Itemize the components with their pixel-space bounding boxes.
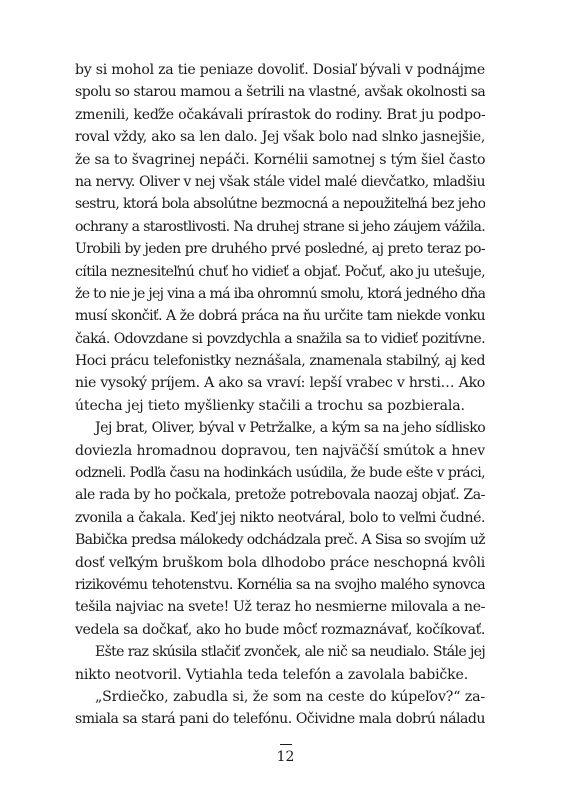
text-line: Ešte raz skúsila stlačiť zvonček, ale nič sa neudialo. Stále jej [95,644,485,661]
text-line: odzneli. Podľa času na hodinkách usúdila, že bude ešte v práci, [75,465,485,482]
text-line: dosť veľkým bruškom bola dlhodobo práce neschopná kvôli [75,554,485,571]
body-text [75,59,485,731]
page-footer [0,744,571,766]
text-line: Hoci prácu telefonistky neznášala, znamenala stabilný, aj keď [75,353,485,370]
text-line: doviezla hromadnou dopravou, ten najväčší smútok a hnev [75,442,485,459]
text-line: „Srdiečko, zabudla si, že som na ceste do kúpeľov?“ za- [95,688,485,705]
text-line: že sa to švagrinej nepáči. Kornélii samotnej s tým šiel často [75,151,485,168]
page-number-rule [280,744,292,745]
text-line: na nervy. Oliver v nej však stále videl malé dievčatko, mladšiu [75,173,485,190]
text-line: nikto neotvoril. Vytiahla teda telefón a zavolala babičke. [75,666,469,683]
text-line: nie vysoký príjem. A ako sa vraví: lepší vrabec v hrsti… Ako [75,375,485,392]
text-line: zmenili, keďže očakávali prírastok do rodiny. Brat ju podpo- [75,106,485,123]
text-line: Jej brat, Oliver, býval v Petržalke, a kým sa na jeho sídlisko [95,420,485,437]
text-line: Babička predsa málokedy odchádzala preč. A Sisa so svojím už [75,532,485,549]
text-line: by si mohol za tie peniaze dovoliť. Dosiaľ bývali v podnájme [75,62,485,78]
text-line: roval vždy, ako sa len dalo. Jej však bolo nad slnko jasnejšie, [75,129,485,146]
text-line: spolu so starou mamou a šetrili na vlastné, avšak okolnosti sa [75,84,485,101]
text-line: čaká. Odovzdane si povzdychla a snažila sa to vidieť pozitívne. [75,330,485,347]
text-line: tešila najviac na svete! Už teraz ho nesmierne milovala a ne- [75,599,485,616]
text-line: smiala sa stará pani do telefónu. Očividne mala dobrú náladu [75,711,485,728]
page-number: 12 [276,749,295,765]
text-line: musí skončiť. A že dobrá práca na ňu určite tam niekde vonku [75,308,485,325]
text-line: rizikovému tehotenstvu. Kornélia sa na svojho malého synovca [75,576,485,593]
text-line: zvonila a čakala. Keď jej nikto neotváral, bolo to veľmi čudné. [75,509,485,526]
text-line: sestru, ktorá bola absolútne bezmocná a nepoužiteľná bez jeho [75,196,485,213]
text-line: cítila neznesiteľnú chuť ho vidieť a objať. Počuť, ako ju utešuje, [75,263,485,280]
text-line: Urobili by jeden pre druhého prvé posledné, aj preto teraz po- [75,241,485,258]
text-line: útecha jej tieto myšlienky stačili a trochu sa pozbierala. [75,397,465,414]
text-line: ale rada by ho počkala, pretože potrebovala naozaj objať. Za- [75,487,485,504]
text-line: že to nie je jej vina a má iba ohromnú smolu, ktorá jedného dňa [75,285,485,302]
text-line: ochrany a starostlivosti. Na druhej strane si jeho záujem vážila. [75,218,485,235]
text-line: vedela sa dočkať, ako ho bude môcť rozmaznávať, kočíkovať. [75,621,485,638]
